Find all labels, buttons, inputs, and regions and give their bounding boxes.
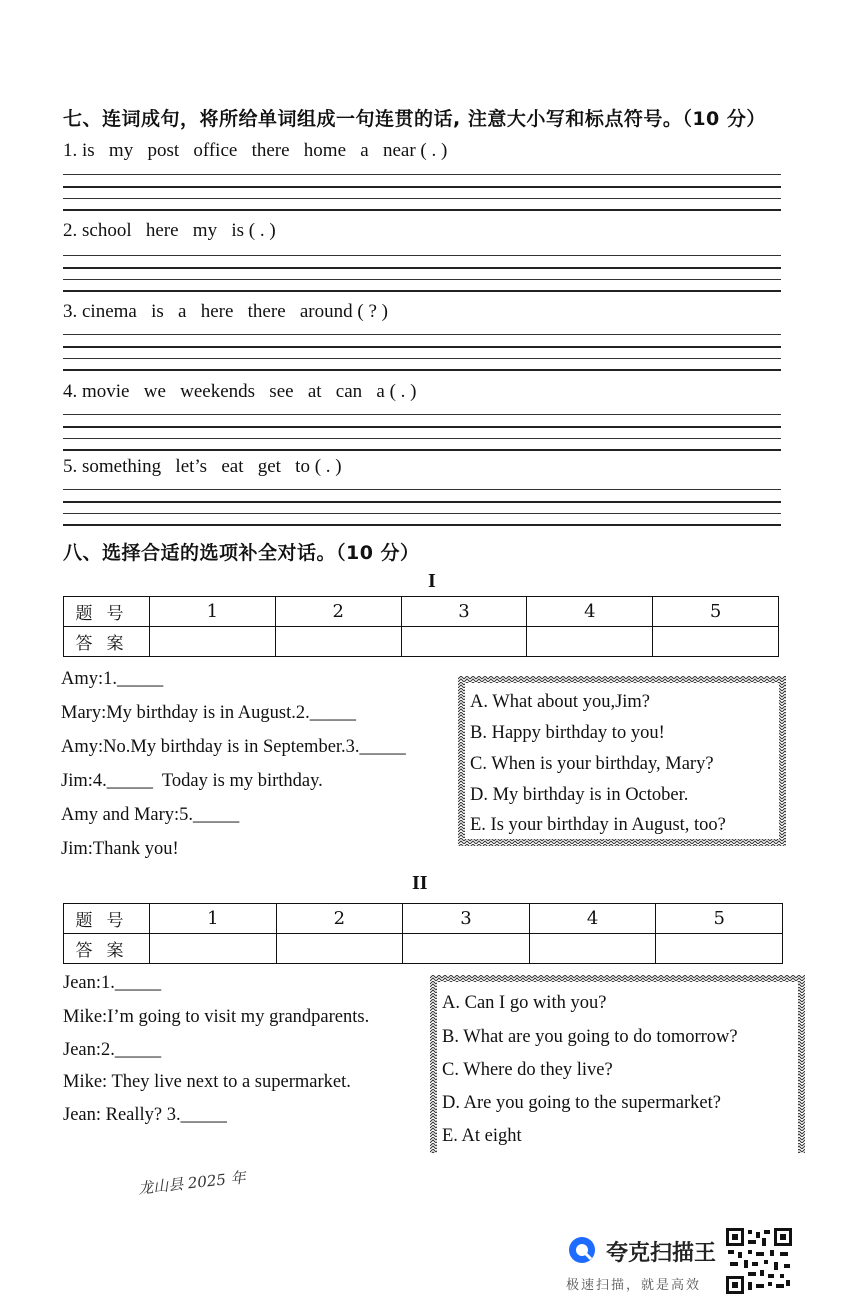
option-e: E. Is your birthday in August, too?	[470, 815, 726, 835]
answer-line	[63, 279, 781, 280]
dialogue-line: Jean: Really? 3._____	[63, 1105, 227, 1125]
answer-line	[63, 209, 781, 211]
table-cell-number: 2	[276, 904, 403, 934]
table-head-answer: 答案	[64, 934, 150, 964]
dialogue-line: Mike:I’m going to visit my grandparents.	[63, 1007, 370, 1027]
answer-line	[63, 426, 781, 428]
handwritten-note: 龙山县 2025 年	[137, 1168, 247, 1198]
answer-cell[interactable]	[403, 934, 530, 964]
question-4: 4. movie we weekends see at can a ( . )	[63, 381, 417, 402]
answer-cell[interactable]	[527, 627, 653, 657]
answer-cell[interactable]	[656, 934, 783, 964]
answer-cell[interactable]	[275, 627, 401, 657]
option-a: A. Can I go with you?	[442, 993, 607, 1013]
answer-line	[63, 186, 781, 188]
option-d: D. Are you going to the supermarket?	[442, 1093, 721, 1113]
dialogue-line: Jim:4._____ Today is my birthday.	[61, 771, 323, 791]
answer-line	[63, 513, 781, 514]
answer-cell[interactable]	[276, 934, 403, 964]
answer-line	[63, 358, 781, 359]
answer-line	[63, 334, 781, 335]
dialogue-line: Amy:No.My birthday is in September.3._____	[61, 737, 406, 757]
answer-cell[interactable]	[150, 934, 277, 964]
option-e: E. At eight	[442, 1126, 522, 1146]
table-cell-number: 1	[150, 904, 277, 934]
table-cell-number: 4	[529, 904, 656, 934]
brand-name: 夸克扫描王	[606, 1241, 717, 1266]
answer-line	[63, 174, 781, 175]
dialogue-line: Mike: They live next to a supermarket.	[63, 1072, 351, 1092]
answer-line	[63, 198, 781, 199]
dialogue-line: Jean:2._____	[63, 1040, 162, 1060]
option-b: B. What are you going to do tomorrow?	[442, 1027, 738, 1047]
option-c: C. Where do they live?	[442, 1060, 613, 1080]
answer-line	[63, 414, 781, 415]
answer-cell[interactable]	[653, 627, 779, 657]
qr-code-icon[interactable]	[726, 1228, 792, 1294]
answer-line	[63, 524, 781, 526]
options-box-1	[458, 676, 786, 846]
section-8-title: 八、选择合适的选项补全对话。（10 分）	[63, 542, 420, 564]
answer-line	[63, 438, 781, 439]
brand-tagline: 极速扫描，就是高效	[566, 1278, 702, 1293]
part-2-label: II	[412, 872, 428, 894]
table-head-answer: 答案	[64, 627, 150, 657]
answer-line	[63, 369, 781, 371]
answer-line	[63, 501, 781, 503]
dialogue-line: Jean:1._____	[63, 973, 162, 993]
table-cell-number: 5	[653, 597, 779, 627]
table-cell-number: 1	[150, 597, 276, 627]
answer-table-2	[63, 903, 783, 964]
question-2: 2. school here my is ( . )	[63, 220, 276, 241]
answer-line	[63, 255, 781, 256]
table-cell-number: 3	[401, 597, 527, 627]
question-3: 3. cinema is a here there around ( ? )	[63, 301, 388, 322]
option-d: D. My birthday is in October.	[470, 785, 689, 805]
answer-cell[interactable]	[529, 934, 656, 964]
table-cell-number: 4	[527, 597, 653, 627]
option-a: A. What about you,Jim?	[470, 692, 651, 712]
table-cell-number: 3	[403, 904, 530, 934]
answer-line	[63, 346, 781, 348]
dialogue-line: Amy and Mary:5._____	[61, 805, 240, 825]
answer-cell[interactable]	[150, 627, 276, 657]
question-5: 5. something let’s eat get to ( . )	[63, 456, 342, 477]
option-c: C. When is your birthday, Mary?	[470, 754, 714, 774]
answer-cell[interactable]	[401, 627, 527, 657]
answer-line	[63, 290, 781, 292]
answer-line	[63, 267, 781, 269]
table-cell-number: 5	[656, 904, 783, 934]
table-head-number: 题号	[64, 597, 150, 627]
table-cell-number: 2	[275, 597, 401, 627]
dialogue-line: Jim:Thank you!	[61, 839, 179, 859]
question-1: 1. is my post office there home a near ( . )	[63, 140, 448, 161]
dialogue-line: Mary:My birthday is in August.2._____	[61, 703, 356, 723]
dialogue-line: Amy:1._____	[61, 669, 164, 689]
options-box-2	[430, 975, 805, 1153]
part-1-label: I	[428, 570, 436, 592]
option-b: B. Happy birthday to you!	[470, 723, 665, 743]
answer-line	[63, 489, 781, 490]
scanner-logo-icon	[568, 1236, 596, 1264]
section-7-title: 七、连词成句，将所给单词组成一句连贯的话, 注意大小写和标点符号。（10 分）	[63, 108, 766, 130]
answer-table-1	[63, 596, 779, 657]
answer-line	[63, 449, 781, 451]
table-head-number: 题号	[64, 904, 150, 934]
